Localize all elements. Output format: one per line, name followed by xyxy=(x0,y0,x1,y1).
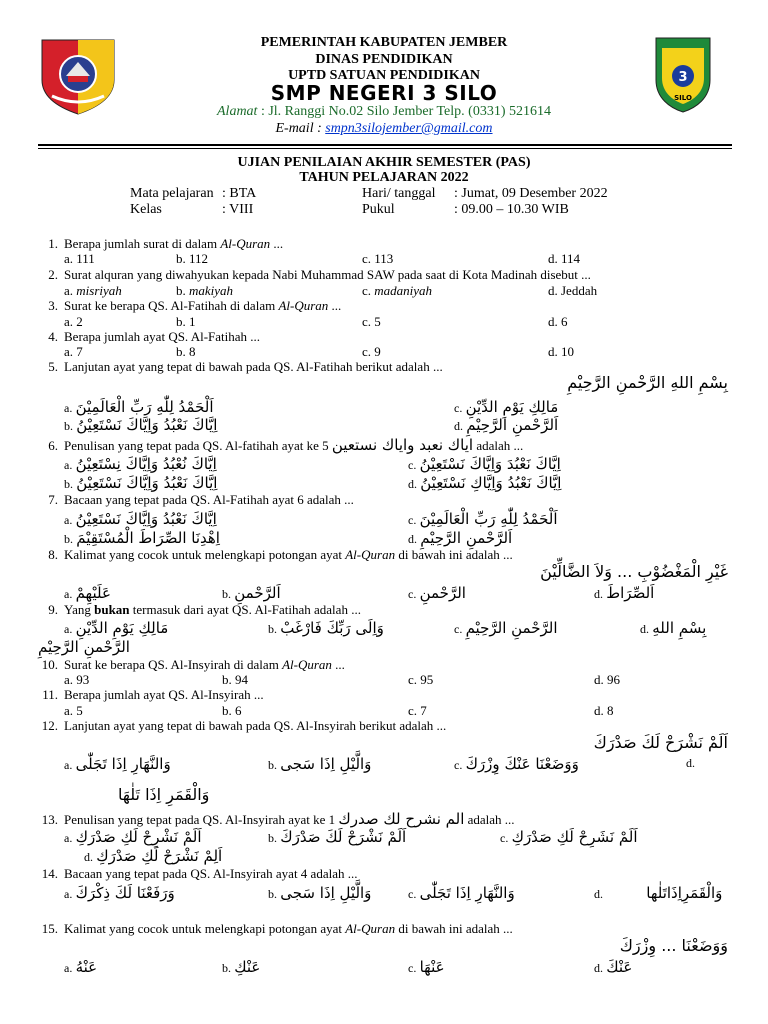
header-divider-thin xyxy=(38,148,732,149)
class-label: Kelas xyxy=(130,202,162,217)
q7-option-b[interactable]: b. اِهْدِنَا الصِّرَاطَ الْمُسْتَقِيْمَ xyxy=(64,529,220,547)
q13-option-c[interactable]: c. اَلَمْ نَشَرِحْ لَكِ صَدْرَكِ xyxy=(500,828,638,846)
header-unit: UPTD SATUAN PENDIDIKAN xyxy=(288,68,480,83)
q13-option-b[interactable]: b. اَلَمْ نَشْرَحْ لَكَ صَدْرَكَ xyxy=(268,828,407,846)
q5-option-a[interactable]: a. اَلْحَمْدُ لِلّٰهِ رَبِّ الْعَالَمِيْنَ xyxy=(64,398,214,416)
q8-ayat: غَيْرِ الْمَغْضُوْبِ ... وَلاَ الضَّالِّيْنَ xyxy=(540,562,728,581)
q2-option-d[interactable]: d. Jeddah xyxy=(548,283,598,298)
q12-option-a[interactable]: a. وَالنَّهَارِ اِذَا تَجَلّٰى xyxy=(64,755,171,773)
q3-option-a[interactable]: a. 2 xyxy=(64,314,83,329)
question-5: 5. Lanjutan ayat yang tepat di bawah pada QS. Al-Fatihah berikut adalah ... xyxy=(48,359,443,374)
q15-option-b[interactable]: b. عَنْكِ xyxy=(222,958,261,976)
q9-option-d-continued: الرَّحْمنِ الرَّحِيْمِ xyxy=(38,638,130,656)
question-3: 3. Surat ke berapa QS. Al-Fatihah di dalam Al-Quran ... xyxy=(48,298,342,313)
q8-option-c[interactable]: c. الرَّحْمنِ xyxy=(408,584,466,602)
q15-option-a[interactable]: a. عَنْهُ xyxy=(64,958,98,976)
q13-option-a[interactable]: a. اَلَمْ نَشْرِحْ لَكِ صَدْرَكِ xyxy=(64,828,202,846)
logo-number: 3 xyxy=(678,70,688,85)
q9-option-a[interactable]: a. مَالِكِ يَوْمِ الدِّيْنِ xyxy=(64,619,169,637)
q8-option-b[interactable]: b. اَلرَّحْمنِ xyxy=(222,584,281,602)
q5-option-d[interactable]: d. اَلرَّحْمنِ الرَّحِيْمِ xyxy=(454,416,559,434)
q4-option-d[interactable]: d. 10 xyxy=(548,344,574,359)
q12-option-c[interactable]: c. وَوَضَعْنَا عَنْكَ وِزْرَكَ xyxy=(454,755,579,773)
address-value: : Jl. Ranggi No.02 Silo Jember Telp. (0331) 521614 xyxy=(257,104,551,119)
question-6: 6. Penulisan yang tepat pada QS. Al-fatihah ayat ke 5 اياك نعبد واياك نستعين adalah ... xyxy=(48,436,524,454)
email-label: E-mail : xyxy=(275,121,326,136)
subject-value: : BTA xyxy=(222,186,257,201)
q6-option-d[interactable]: d. اِيَّاكَ نَعْبُدُ وَاِيَّاكِ نَسْتَعِيْنُ xyxy=(408,474,562,492)
q3-option-d[interactable]: d. 6 xyxy=(548,314,568,329)
q10-option-a[interactable]: a. 93 xyxy=(64,672,90,687)
q2-option-a[interactable]: a. misriyah xyxy=(64,283,122,298)
q11-option-d[interactable]: d. 8 xyxy=(594,703,614,718)
q15-option-c[interactable]: c. عَنْهَا xyxy=(408,958,445,976)
question-1: 1. Berapa jumlah surat di dalam Al-Quran ... xyxy=(48,236,284,251)
q15-ayat: وَوَضَعْنَا ... وِزْرَكَ xyxy=(619,936,728,955)
question-11: 11. Berapa jumlah ayat QS. Al-Insyirah ... xyxy=(42,687,264,702)
q2-option-c[interactable]: c. madaniyah xyxy=(362,283,433,298)
subject-label: Mata pelajaran xyxy=(130,186,214,201)
q8-option-d[interactable]: d. اَلصِّرَاطَ xyxy=(594,584,655,602)
q2-option-b[interactable]: b. makiyah xyxy=(176,283,234,298)
question-8: 8. Kalimat yang cocok untuk melengkapi potongan ayat Al-Quran di bawah ini adalah ... xyxy=(48,547,513,562)
q11-option-b[interactable]: b. 6 xyxy=(222,703,242,718)
q5-ayat: بِسْمِ اللهِ الرَّحْمنِ الرَّحِيْمِ xyxy=(567,373,728,392)
school-name: SMP NEGERI 3 SILO xyxy=(270,81,498,105)
q12-option-d-label[interactable]: d. xyxy=(686,756,695,770)
question-2: 2. Surat alquran yang diwahyukan kepada Nabi Muhammad SAW pada saat di Kota Madinah disebut ... xyxy=(48,267,591,282)
q6-option-c[interactable]: c. اِيَّاكَ نَعْبُدَ وَاِيَّاكَ نَسْتَعِيْنُ xyxy=(408,455,561,473)
time-value: : 09.00 – 10.30 WIB xyxy=(454,202,569,217)
q5-option-c[interactable]: c. مَالِكِ يَوْمِ الدِّيْنِ xyxy=(454,398,559,416)
q9-option-c[interactable]: c. الرَّحْمنِ الرَّحِيْمِ xyxy=(454,619,558,637)
date-label: Hari/ tanggal xyxy=(362,186,436,201)
q9-option-b[interactable]: b. وَاِلَى رَبِّكَ فَارْغَبْ xyxy=(268,619,384,637)
header-department: DINAS PENDIDIKAN xyxy=(315,52,453,67)
question-7: 7. Bacaan yang tepat pada QS. Al-Fatihah ayat 6 adalah ... xyxy=(48,492,354,507)
q12-option-b[interactable]: b. وَالَّيْلِ اِذَا سَجى xyxy=(268,755,372,773)
q14-option-c[interactable]: c. وَالنَّهَارِ اِذَا تَجَلّٰى xyxy=(408,884,515,902)
question-13: 13. Penulisan yang tepat pada QS. Al-Insyirah ayat ke 1 الم نشرح لك صدرك adalah ... xyxy=(41,810,515,828)
logo-label: SILO xyxy=(674,94,692,102)
q10-option-d[interactable]: d. 96 xyxy=(594,672,620,687)
class-value: : VIII xyxy=(222,202,254,217)
school-email xyxy=(0,121,768,137)
q7-option-a[interactable]: a. اِيَّاكَ نَعْبُدُ وَاِيَّاكَ نَسْتَعِيْنُ xyxy=(64,510,217,528)
question-12: 12. Lanjutan ayat yang tepat di bawah pada QS. Al-Insyirah berikut adalah ... xyxy=(41,718,447,733)
q11-option-a[interactable]: a. 5 xyxy=(64,703,83,718)
q14-option-b[interactable]: b. وَالَّيْلِ اِذَا سَجى xyxy=(268,884,372,902)
q10-option-c[interactable]: c. 95 xyxy=(408,672,434,687)
question-9: 9. Yang bukan termasuk dari ayat QS. Al-Fatihah adalah ... xyxy=(48,602,361,617)
q1-option-c[interactable]: c. 113 xyxy=(362,251,394,266)
q3-option-b[interactable]: b. 1 xyxy=(176,314,196,329)
address-label: Alamat xyxy=(217,104,258,119)
exam-year: TAHUN PELAJARAN 2022 xyxy=(299,170,469,185)
q7-option-d[interactable]: d. اَلرَّحْمنِ الرَّحِيْمِ xyxy=(408,529,513,547)
question-14: 14. Bacaan yang tepat pada QS. Al-Insyirah ayat 4 adalah ... xyxy=(41,866,358,881)
q14-option-a[interactable]: a. وَرَفَعْنَا لَكَ ذِكْرَكَ xyxy=(64,884,175,902)
q12-option-d[interactable]: وَالْقَمَرِ اِذَا تَلٰهَا xyxy=(118,785,210,804)
q13-option-d[interactable]: d. اَلِمْ نَشْرَحْ لَكِ صَدْرَكِ xyxy=(84,847,223,865)
question-10: 10. Surat ke berapa QS. Al-Insyirah di dalam Al-Quran ... xyxy=(41,657,345,672)
q12-ayat: اَلَمْ نَشْرَحْ لَكَ صَدْرَكَ xyxy=(593,733,728,752)
header-government: PEMERINTAH KABUPATEN JEMBER xyxy=(260,35,508,50)
q4-option-a[interactable]: a. 7 xyxy=(64,344,83,359)
exam-title: UJIAN PENILAIAN AKHIR SEMESTER (PAS) xyxy=(237,155,531,170)
q7-option-c[interactable]: c. اَلْحَمْدُ لِلّٰهِ رَبِّ الْعَالَمِيْنَ xyxy=(408,510,558,528)
question-15: 15. Kalimat yang cocok untuk melengkapi potongan ayat Al-Quran di bawah ini adalah ... xyxy=(41,921,513,936)
q9-option-d[interactable]: d. بِسْمِ اللهِ xyxy=(640,619,707,637)
q15-option-d[interactable]: d. عَنْكَ xyxy=(594,958,633,976)
q6-option-b[interactable]: b. اِيَّاكَ نَعْبُدُ وَاِيَّاكَ نَسْتَعِيْنُ xyxy=(64,474,218,492)
q14-option-d[interactable]: d. وَالْقَمَرِاِذَاتَلٰها xyxy=(594,884,723,902)
school-address xyxy=(0,104,768,120)
q6-option-a[interactable]: a. اِيَّاكَ نُعْبُدُ وَاِيَّاكَ نِسْتَعِيْنُ xyxy=(64,455,217,473)
q1-option-d[interactable]: d. 114 xyxy=(548,251,581,266)
time-label: Pukul xyxy=(362,202,395,217)
q3-option-c[interactable]: c. 5 xyxy=(362,314,381,329)
header-divider-thick xyxy=(38,144,732,146)
q4-option-b[interactable]: b. 8 xyxy=(176,344,196,359)
question-4: 4. Berapa jumlah ayat QS. Al-Fatihah ... xyxy=(48,329,261,344)
q5-option-b[interactable]: b. اِيَّاكَ نَعْبُدُ وَاِيَّاكَ نَسْتَعِيْنُ xyxy=(64,416,218,434)
date-value: : Jumat, 09 Desember 2022 xyxy=(454,186,608,201)
q1-option-b[interactable]: b. 112 xyxy=(176,251,209,266)
q8-option-a[interactable]: a. عَلَيْهِمْ xyxy=(64,584,111,602)
q1-option-a[interactable]: a. 111 xyxy=(64,251,95,266)
q10-option-b[interactable]: b. 94 xyxy=(222,672,248,687)
email-link[interactable]: smpn3silojember@gmail.com xyxy=(325,121,493,136)
q4-option-c[interactable]: c. 9 xyxy=(362,344,381,359)
q11-option-c[interactable]: c. 7 xyxy=(408,703,427,718)
